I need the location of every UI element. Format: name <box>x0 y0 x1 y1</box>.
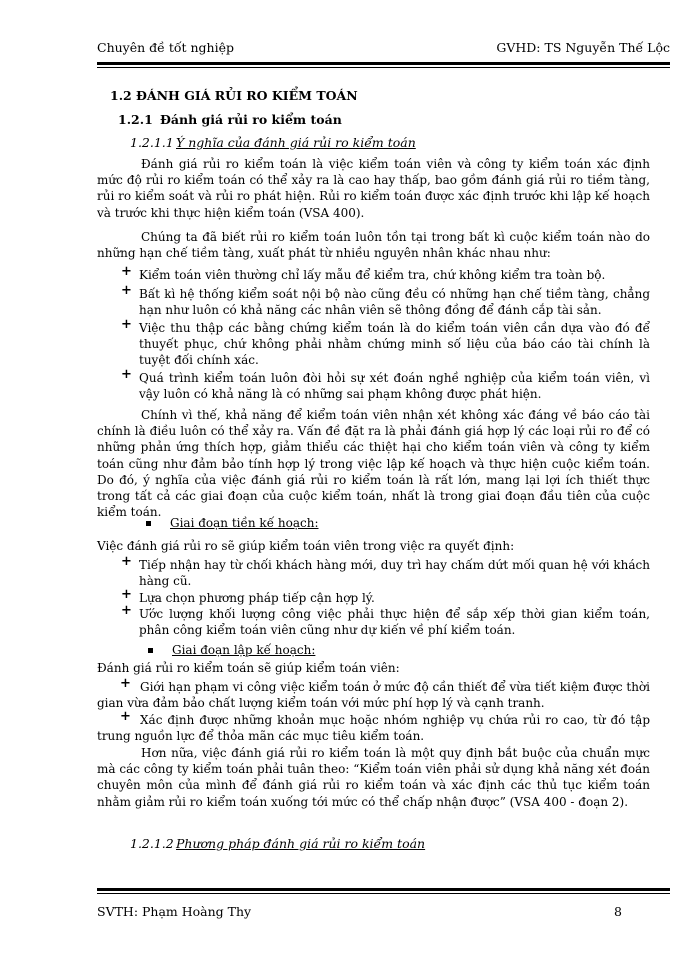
stage2-title: Giai đoạn lập kế hoạch: <box>172 643 316 657</box>
header-right: GVHD: TS Nguyễn Thế Lộc <box>496 40 670 55</box>
footer-rule-thin <box>97 893 670 894</box>
cross-bullet-icon: + <box>121 554 132 569</box>
stage1-title: Giai đoạn tiền kế hoạch: <box>170 516 319 530</box>
page-number: 8 <box>614 904 622 919</box>
header-rule-thin <box>97 67 670 68</box>
header-left: Chuyên đề tốt nghiệp <box>97 40 234 55</box>
list-item: Kiểm toán viên thường chỉ lấy mẫu để kiểm tra, chứ không kiểm tra toàn bộ. <box>139 268 606 282</box>
sub2-number: 1.2.1.2 <box>130 836 174 851</box>
cross-bullet-icon: + <box>121 367 132 382</box>
paragraph-3: Chính vì thế, khả năng để kiểm toán viên nhận xét không xác đáng về báo cáo tài chính là điều luôn có thể xảy ra. Vấn đề đặt ra là phải đánh giá hợp lý các loại rủi ro để có những phản ứng thích hợp, giảm thiểu các thiệt hại cho kiểm toán viên và công ty kiểm toán cũng như đảm bảo tính hợp lý trong việc lập kế hoạch và thực hiện cuộc kiểm toán. Do đó, ý nghĩa của việc đánh giá rủi ro kiểm toán là rất lớn, mang lại lợi ích thiết thực trong tất cả các giai đoạn của cuộc kiểm toán, nhất là trong giai đoạn đầu tiên của cuộc kiểm toán. <box>97 408 650 520</box>
subsection-title: Đánh giá rủi ro kiểm toán <box>160 112 342 127</box>
paragraph-1: Đánh giá rủi ro kiểm toán là việc kiểm toán viên và công ty kiểm toán xác định mức độ rủi ro kiểm toán có thể xảy ra là cao hay thấp, bao gồm đánh giá rủi ro tiềm tàng, rủi ro kiểm soát và rủi ro phát hiện. Rủi ro kiểm toán được xác định trước khi lập kế hoạch và trước khi thực hiện kiểm toán (VSA 400). <box>97 157 650 220</box>
sub1-heading <box>130 135 416 150</box>
paragraph-2: Chúng ta đã biết rủi ro kiểm toán luôn tồn tại trong bất kì cuộc kiểm toán nào do những hạn chế tiềm tàng, xuất phát từ nhiều nguyên nhân khác nhau như: <box>97 230 650 261</box>
footer-left: SVTH: Phạm Hoàng Thy <box>97 904 252 919</box>
footer-rule <box>97 888 670 891</box>
sub2-heading <box>130 836 425 851</box>
paragraph-4: Hơn nữa, việc đánh giá rủi ro kiểm toán là một quy định bắt buộc của chuẩn mực mà các công ty kiểm toán phải tuân theo: “Kiểm toán viên phải sử dụng khả năng xét đoán chuyên môn của mình để đánh giá rủi ro kiểm toán và xác định các thủ tục kiểm toán nhằm giảm rủi ro kiểm toán xuống tới mức có thể chấp nhận được” (VSA 400 - đoạn 2). <box>97 746 650 809</box>
cross-bullet-icon: + <box>120 709 131 724</box>
subsection-number: 1.2.1 <box>118 112 153 127</box>
sub1-number: 1.2.1.1 <box>130 135 174 150</box>
list-item: Lựa chọn phương pháp tiếp cận hợp lý. <box>139 591 375 605</box>
cross-bullet-icon: + <box>121 587 132 602</box>
cross-bullet-icon: + <box>121 603 132 618</box>
section-title: ĐÁNH GIÁ RỦI RO KIỂM TOÁN <box>136 88 358 103</box>
subsection-heading <box>118 112 342 127</box>
section-heading <box>110 88 358 103</box>
list-item: Giới hạn phạm vi công việc kiểm toán ở mức độ cần thiết để vừa tiết kiệm được thời gian vừa đảm bảo chất lượng kiểm toán với mức phí hợp lý và cạnh tranh. <box>97 680 650 711</box>
sub1-title: Ý nghĩa của đánh giá rủi ro kiểm toán <box>176 135 416 150</box>
cross-bullet-icon: + <box>120 676 131 691</box>
sub2-title: Phương pháp đánh giá rủi ro kiểm toán <box>176 836 426 851</box>
cross-bullet-icon: + <box>121 264 132 279</box>
square-bullet-icon <box>146 521 151 526</box>
square-bullet-icon <box>148 648 153 653</box>
section-number: 1.2 <box>110 88 132 103</box>
cross-bullet-icon: + <box>121 283 132 298</box>
list-item: Xác định được những khoản mục hoặc nhóm nghiệp vụ chứa rủi ro cao, từ đó tập trung nguồn lực để thỏa mãn các mục tiêu kiểm toán. <box>97 713 650 744</box>
cross-bullet-icon: + <box>121 317 132 332</box>
list-item: Bất kì hệ thống kiểm soát nội bộ nào cũng đều có những hạn chế tiềm tàng, chẳng hạn như luôn có khả năng các nhân viên sẽ thông đồng để đánh cắp tài sản. <box>139 287 650 318</box>
list-item: Quá trình kiểm toán luôn đòi hỏi sự xét đoán nghề nghiệp của kiểm toán viên, vì vậy luôn có khả năng là có những sai phạm không được phát hiện. <box>139 371 650 402</box>
header-rule <box>97 62 670 65</box>
list-item: Việc thu thập các bằng chứng kiểm toán là do kiểm toán viên cần dựa vào đó để thuyết phục, chứ không phải nhằm chứng minh số liệu của báo cáo tài chính là tuyệt đối chính xác. <box>139 321 650 368</box>
stage2-intro: Đánh giá rủi ro kiểm toán sẽ giúp kiểm toán viên: <box>97 661 400 675</box>
list-item: Tiếp nhận hay từ chối khách hàng mới, duy trì hay chấm dứt mối quan hệ với khách hàng cũ. <box>139 558 650 589</box>
list-item: Ước lượng khối lượng công việc phải thực hiện để sắp xếp thời gian kiểm toán, phân công kiểm toán viên cũng như dự kiến về phí kiểm toán. <box>139 607 650 638</box>
stage1-intro: Việc đánh giá rủi ro sẽ giúp kiểm toán viên trong việc ra quyết định: <box>97 539 515 553</box>
